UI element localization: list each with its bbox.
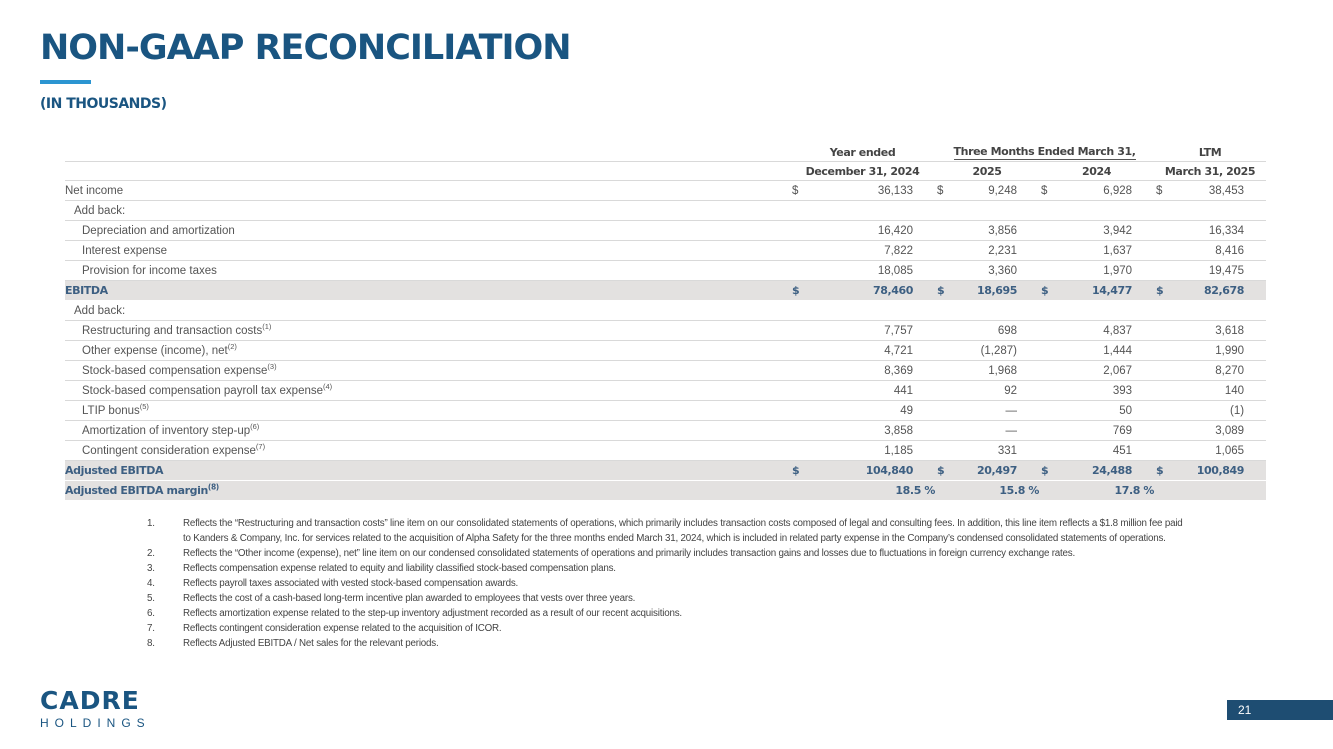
header-ltm: LTM bbox=[1154, 143, 1266, 162]
cell-value: 1,065 bbox=[1166, 441, 1266, 461]
currency-symbol: $ bbox=[1154, 461, 1166, 481]
header-row-1 bbox=[65, 143, 1266, 162]
currency-symbol bbox=[935, 481, 947, 501]
currency-symbol bbox=[1039, 401, 1051, 421]
cell-value: 3,360 bbox=[947, 261, 1039, 281]
cell-value: 24,488 bbox=[1051, 461, 1154, 481]
currency-symbol bbox=[790, 361, 802, 381]
header-ltm-mar-2025: March 31, 2025 bbox=[1154, 162, 1266, 181]
table-row bbox=[65, 481, 1266, 501]
currency-symbol bbox=[1039, 441, 1051, 461]
row-label: Other expense (income), net$^{(2)}$ bbox=[65, 341, 790, 361]
footnote-text: Reflects the cost of a cash-based long-term incentive plan awarded to employees that vests over three years. bbox=[183, 593, 636, 604]
table-row bbox=[65, 401, 1266, 421]
currency-symbol bbox=[1039, 221, 1051, 241]
cell-value: 100,849 bbox=[1166, 461, 1266, 481]
currency-symbol: $ bbox=[790, 181, 802, 201]
currency-symbol bbox=[935, 361, 947, 381]
currency-symbol bbox=[790, 381, 802, 401]
cell-value: 3,942 bbox=[1051, 221, 1154, 241]
cell-value: 3,089 bbox=[1166, 421, 1266, 441]
footnote-item bbox=[147, 576, 1187, 591]
cell-value: 698 bbox=[947, 321, 1039, 341]
row-label: Stock-based compensation expense$^{(3)}$ bbox=[65, 361, 790, 381]
table-row bbox=[65, 281, 1266, 301]
currency-symbol: $ bbox=[1039, 281, 1051, 301]
cell-value: 78,460 bbox=[802, 281, 935, 301]
cell-value: 8,369 bbox=[802, 361, 935, 381]
cell-value: 3,618 bbox=[1166, 321, 1266, 341]
cell-value: 7,822 bbox=[802, 241, 935, 261]
cell-value bbox=[1166, 201, 1266, 221]
footnote-item bbox=[147, 546, 1187, 561]
currency-symbol bbox=[935, 301, 947, 321]
footnote-number: 8. bbox=[147, 638, 155, 649]
row-label: Adjusted EBITDA margin$^{(8)}$ bbox=[65, 481, 790, 501]
cell-value: 8,416 bbox=[1166, 241, 1266, 261]
currency-symbol bbox=[1039, 201, 1051, 221]
row-label: Add back: bbox=[65, 201, 790, 221]
cell-value: 92 bbox=[947, 381, 1039, 401]
currency-symbol bbox=[935, 241, 947, 261]
footnote-text: Reflects compensation expense related to equity and liability classified stock-based compensation plans. bbox=[183, 563, 616, 574]
currency-symbol: $ bbox=[1039, 181, 1051, 201]
currency-symbol bbox=[790, 301, 802, 321]
table-row bbox=[65, 241, 1266, 261]
row-label: EBITDA bbox=[65, 281, 790, 301]
cell-value: 441 bbox=[802, 381, 935, 401]
table-row bbox=[65, 361, 1266, 381]
cell-value: 140 bbox=[1166, 381, 1266, 401]
currency-symbol bbox=[935, 421, 947, 441]
currency-symbol bbox=[935, 401, 947, 421]
table-row bbox=[65, 461, 1266, 481]
currency-symbol bbox=[790, 421, 802, 441]
table-row bbox=[65, 221, 1266, 241]
header-2025: 2025 bbox=[935, 162, 1039, 181]
currency-symbol bbox=[935, 261, 947, 281]
currency-symbol bbox=[790, 341, 802, 361]
currency-symbol: $ bbox=[1154, 181, 1166, 201]
logo-wordmark: CADRE bbox=[40, 686, 140, 715]
currency-symbol bbox=[790, 221, 802, 241]
currency-symbol bbox=[1154, 381, 1166, 401]
currency-symbol bbox=[1039, 341, 1051, 361]
cell-value bbox=[1051, 301, 1154, 321]
cell-value: 16,334 bbox=[1166, 221, 1266, 241]
cell-value bbox=[1166, 301, 1266, 321]
page-number: 21 bbox=[1227, 700, 1333, 720]
table-row bbox=[65, 321, 1266, 341]
cell-value: 18,085 bbox=[802, 261, 935, 281]
footnote-text: Reflects the “Restructuring and transaction costs” line item on our consolidated statements of operations, which primarily includes transaction costs composed of legal and consulting fees. In addition, this line item reflects a $1.8 million fee paid to Kanders & Company, Inc. for services related to the acquisition of Alpha Safety for the three months ended March 31, 2024, which is included in related party expense in the Company’s condensed consolidated statements of operations. bbox=[183, 518, 1183, 544]
cell-value: 50 bbox=[1051, 401, 1154, 421]
currency-symbol bbox=[935, 321, 947, 341]
cell-value bbox=[947, 301, 1039, 321]
currency-symbol bbox=[935, 221, 947, 241]
cell-value: 451 bbox=[1051, 441, 1154, 461]
currency-symbol bbox=[1154, 421, 1166, 441]
row-label: Stock-based compensation payroll tax expense$^{(4)}$ bbox=[65, 381, 790, 401]
cell-value: 36,133 bbox=[802, 181, 935, 201]
currency-symbol: $ bbox=[790, 461, 802, 481]
cell-value: 38,453 bbox=[1166, 181, 1266, 201]
currency-symbol bbox=[1039, 261, 1051, 281]
currency-symbol bbox=[1039, 301, 1051, 321]
footnote-ref: (8) bbox=[207, 482, 219, 492]
footnote-ref: (7) bbox=[255, 441, 266, 451]
cell-value: (1,287) bbox=[947, 341, 1039, 361]
currency-symbol bbox=[1039, 381, 1051, 401]
currency-symbol bbox=[1154, 261, 1166, 281]
header-three-months: Three Months Ended March 31, bbox=[935, 143, 1154, 162]
cell-value: 1,990 bbox=[1166, 341, 1266, 361]
cell-value: — bbox=[947, 401, 1039, 421]
table-row bbox=[65, 341, 1266, 361]
currency-symbol bbox=[935, 441, 947, 461]
cell-value: 331 bbox=[947, 441, 1039, 461]
currency-symbol bbox=[1039, 481, 1051, 501]
row-label: Net income bbox=[65, 181, 790, 201]
currency-symbol bbox=[790, 201, 802, 221]
currency-symbol bbox=[1154, 341, 1166, 361]
footnote-text: Reflects contingent consideration expense related to the acquisition of ICOR. bbox=[183, 623, 502, 634]
row-label: Amortization of inventory step-$up^{(6)}$ bbox=[65, 421, 790, 441]
table-row bbox=[65, 301, 1266, 321]
reconciliation-table bbox=[65, 143, 1266, 501]
currency-symbol bbox=[1154, 361, 1166, 381]
cell-value: 19,475 bbox=[1166, 261, 1266, 281]
cell-value bbox=[802, 301, 935, 321]
cell-value: 4,721 bbox=[802, 341, 935, 361]
cell-value: — bbox=[947, 421, 1039, 441]
footnote-item bbox=[147, 636, 1187, 651]
footnote-number: 6. bbox=[147, 608, 155, 619]
footnote-item bbox=[147, 516, 1187, 546]
currency-symbol bbox=[1039, 421, 1051, 441]
cell-value: 3,858 bbox=[802, 421, 935, 441]
cell-value: 49 bbox=[802, 401, 935, 421]
footnote-item bbox=[147, 606, 1187, 621]
footnote-ref: (3) bbox=[267, 361, 277, 371]
footnote-number: 5. bbox=[147, 593, 155, 604]
currency-symbol bbox=[935, 201, 947, 221]
row-label: Provision for income taxes bbox=[65, 261, 790, 281]
currency-symbol bbox=[1154, 201, 1166, 221]
cell-value: 18.5 % bbox=[802, 481, 935, 501]
table-row bbox=[65, 201, 1266, 221]
header-2024: 2024 bbox=[1039, 162, 1154, 181]
cell-value bbox=[947, 201, 1039, 221]
cell-value: 20,497 bbox=[947, 461, 1039, 481]
footnote-item bbox=[147, 561, 1187, 576]
footnote-ref: (5) bbox=[139, 401, 149, 411]
cell-value: 8,270 bbox=[1166, 361, 1266, 381]
cell-value: 1,185 bbox=[802, 441, 935, 461]
row-label: Depreciation and amortization bbox=[65, 221, 790, 241]
currency-symbol: $ bbox=[935, 181, 947, 201]
page-title: NON-GAAP RECONCILIATION bbox=[40, 28, 571, 68]
cell-value: 3,856 bbox=[947, 221, 1039, 241]
currency-symbol bbox=[1039, 361, 1051, 381]
footnote-text: Reflects the “Other income (expense), net” line item on our condensed consolidated statements of operations and primarily includes transaction gains and losses due to fluctuations in foreign currency exchange rates. bbox=[183, 548, 1076, 559]
currency-symbol: $ bbox=[1039, 461, 1051, 481]
currency-symbol bbox=[1154, 481, 1166, 501]
currency-symbol bbox=[1039, 321, 1051, 341]
cell-value: 9,248 bbox=[947, 181, 1039, 201]
row-label: Add back: bbox=[65, 301, 790, 321]
cell-value: 1,968 bbox=[947, 361, 1039, 381]
currency-symbol bbox=[1154, 301, 1166, 321]
title-underline bbox=[40, 80, 91, 84]
footnotes bbox=[147, 516, 1187, 651]
footnote-number: 1. bbox=[147, 518, 155, 529]
footnote-number: 2. bbox=[147, 548, 155, 559]
cell-value: 7,757 bbox=[802, 321, 935, 341]
cell-value bbox=[1166, 481, 1266, 501]
currency-symbol bbox=[790, 321, 802, 341]
company-logo bbox=[40, 688, 151, 730]
cell-value: 104,840 bbox=[802, 461, 935, 481]
currency-symbol bbox=[935, 381, 947, 401]
footnote-text: Reflects payroll taxes associated with vested stock-based compensation awards. bbox=[183, 578, 519, 589]
footnote-ref: (1) bbox=[262, 321, 272, 331]
currency-symbol bbox=[1154, 401, 1166, 421]
currency-symbol bbox=[935, 341, 947, 361]
footnote-text: Reflects amortization expense related to the step-up inventory adjustment recorded as a result of our recent acquisitions. bbox=[183, 608, 682, 619]
currency-symbol: $ bbox=[935, 281, 947, 301]
cell-value: 18,695 bbox=[947, 281, 1039, 301]
cell-value: 1,637 bbox=[1051, 241, 1154, 261]
footnote-number: 4. bbox=[147, 578, 155, 589]
currency-symbol: $ bbox=[935, 461, 947, 481]
table-row bbox=[65, 381, 1266, 401]
row-label: Contingent consideration expense$^{(7)}$ bbox=[65, 441, 790, 461]
table-row bbox=[65, 421, 1266, 441]
page-subtitle: (IN THOUSANDS) bbox=[40, 96, 167, 112]
footnote-number: 3. bbox=[147, 563, 155, 574]
footnote-item bbox=[147, 591, 1187, 606]
header-row-2 bbox=[65, 162, 1266, 181]
currency-symbol bbox=[790, 441, 802, 461]
header-dec-2024: December 31, 2024 bbox=[790, 162, 935, 181]
cell-value bbox=[1051, 201, 1154, 221]
cell-value: 393 bbox=[1051, 381, 1154, 401]
footnote-text: Reflects Adjusted EBITDA / Net sales for the relevant periods. bbox=[183, 638, 439, 649]
row-label: Restructuring and transaction costs$^{(1)}$ bbox=[65, 321, 790, 341]
cell-value: 16,420 bbox=[802, 221, 935, 241]
cell-value: 82,678 bbox=[1166, 281, 1266, 301]
cell-value: 17.8 % bbox=[1051, 481, 1154, 501]
currency-symbol bbox=[1039, 241, 1051, 261]
cell-value: 2,067 bbox=[1051, 361, 1154, 381]
cell-value: 1,444 bbox=[1051, 341, 1154, 361]
table-row bbox=[65, 441, 1266, 461]
cell-value: 2,231 bbox=[947, 241, 1039, 261]
row-label: Adjusted EBITDA bbox=[65, 461, 790, 481]
row-label: Interest expense bbox=[65, 241, 790, 261]
footnote-ref: (2) bbox=[227, 341, 237, 351]
footnote-ref: (6) bbox=[250, 421, 260, 431]
currency-symbol bbox=[1154, 321, 1166, 341]
header-year-ended: Year ended bbox=[790, 143, 935, 162]
table-row bbox=[65, 181, 1266, 201]
cell-value: 6,928 bbox=[1051, 181, 1154, 201]
currency-symbol: $ bbox=[1154, 281, 1166, 301]
currency-symbol bbox=[1154, 441, 1166, 461]
currency-symbol bbox=[790, 401, 802, 421]
cell-value: 15.8 % bbox=[947, 481, 1039, 501]
currency-symbol bbox=[1154, 241, 1166, 261]
currency-symbol bbox=[1154, 221, 1166, 241]
footnote-item bbox=[147, 621, 1187, 636]
cell-value: 769 bbox=[1051, 421, 1154, 441]
currency-symbol bbox=[790, 481, 802, 501]
currency-symbol bbox=[790, 261, 802, 281]
cell-value bbox=[802, 201, 935, 221]
footnote-ref: (4) bbox=[323, 381, 333, 391]
footnote-number: 7. bbox=[147, 623, 155, 634]
currency-symbol: $ bbox=[790, 281, 802, 301]
table-row bbox=[65, 261, 1266, 281]
cell-value: 4,837 bbox=[1051, 321, 1154, 341]
cell-value: (1) bbox=[1166, 401, 1266, 421]
cell-value: 14,477 bbox=[1051, 281, 1154, 301]
currency-symbol bbox=[790, 241, 802, 261]
row-label: LTIP bonus$^{(5)}$ bbox=[65, 401, 790, 421]
cell-value: 1,970 bbox=[1051, 261, 1154, 281]
logo-subtext: HOLDINGS bbox=[40, 716, 151, 730]
